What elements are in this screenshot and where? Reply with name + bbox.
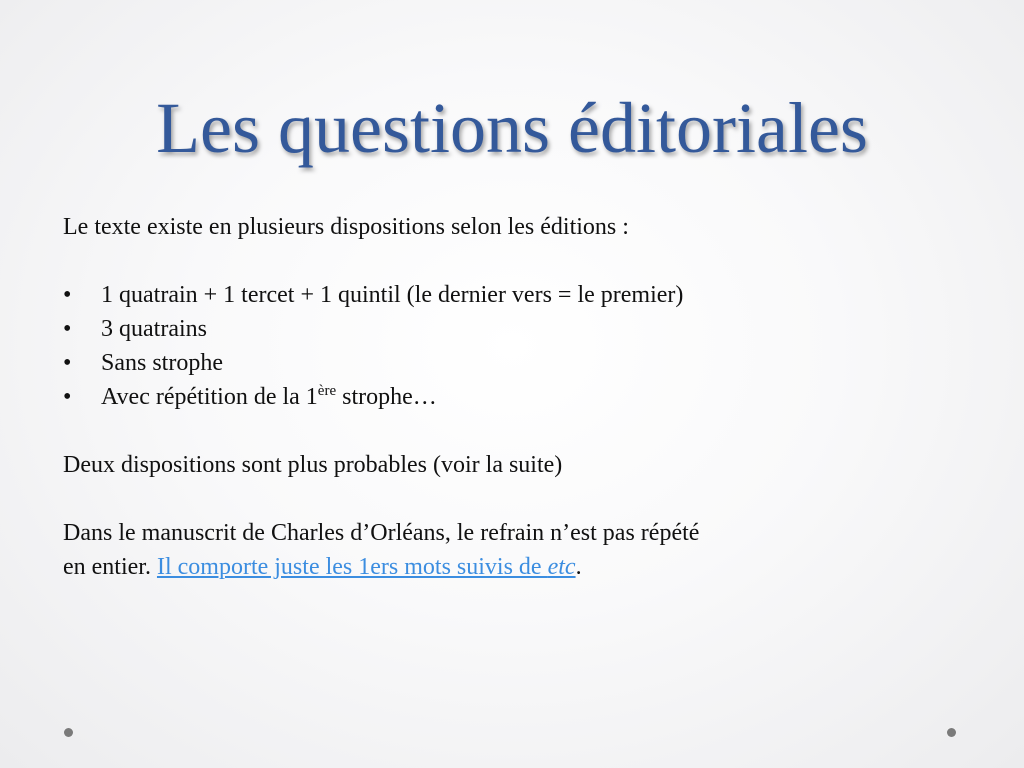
disposition-list [63, 278, 963, 414]
list-item-text-before: Avec répétition de la 1 [101, 384, 318, 410]
bullet-icon: • [63, 384, 72, 410]
list-item [63, 346, 963, 380]
manuscript-line-1: Dans le manuscrit de Charles d’Orléans, le refrain n’est pas répété [63, 520, 700, 546]
manuscript-link-text: Il comporte juste les 1ers mots suivis de [156, 554, 548, 580]
list-item-text [101, 384, 437, 410]
spacer [63, 414, 963, 448]
spacer [63, 244, 963, 278]
list-item-text: 1 quatrain + 1 tercet + 1 quintil (le dernier vers = le premier) [101, 282, 684, 308]
manuscript-line-2-start: en entier. [63, 554, 157, 580]
bullet-icon: • [63, 350, 72, 376]
list-item-text: 3 quatrains [101, 316, 207, 342]
slide-body [63, 210, 963, 584]
list-item [63, 380, 963, 414]
probable-text: Deux dispositions sont plus probables (voir la suite) [63, 452, 563, 478]
list-item [63, 278, 963, 312]
superscript-ere: ère [317, 383, 337, 399]
intro-text: Le texte existe en plusieurs dispositions selon les éditions : [63, 214, 629, 240]
slide-title: Les questions éditoriales [156, 88, 868, 168]
nav-dot-left-icon [64, 728, 73, 737]
list-item-text-after: strophe… [336, 384, 437, 410]
bullet-icon: • [63, 282, 72, 308]
manuscript-link[interactable] [157, 554, 576, 580]
list-item [63, 312, 963, 346]
manuscript-link-etc: etc [547, 554, 576, 580]
list-item-text: Sans strophe [101, 350, 223, 376]
spacer [63, 482, 963, 516]
manuscript-paragraph [63, 516, 963, 584]
bullet-icon: • [63, 316, 72, 342]
nav-dot-right-icon [947, 728, 956, 737]
manuscript-end: . [575, 554, 582, 580]
